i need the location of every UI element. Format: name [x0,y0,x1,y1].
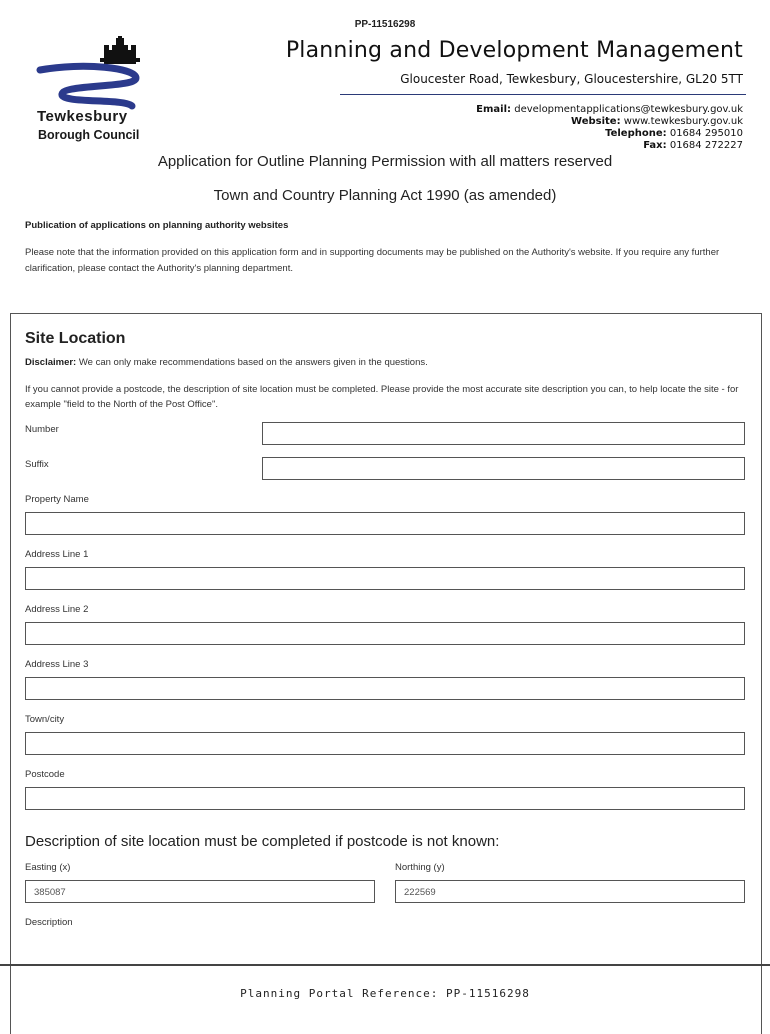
top-reference: PP-11516298 [354,19,416,30]
property-name-label: Property Name [25,494,89,505]
form-act: Town and Country Planning Act 1990 (as amended) [213,187,557,204]
easting-label: Easting (x) [25,862,71,873]
postcode-note: If you cannot provide a postcode, the description of site location must be completed. Please provide the most accurate site description you can, to help locate the site - for example "field to the North of the Post Office". [25,384,739,410]
contact-telephone [343,128,743,140]
website-label: Website: [571,116,621,127]
disclaimer-label: Disclaimer: [25,357,77,368]
address-line-2-label: Address Line 2 [25,604,89,615]
address-line-2-field[interactable] [25,622,745,645]
property-name-field[interactable] [25,512,745,535]
council-name: Tewkesbury [37,108,128,125]
fax-label: Fax: [643,140,667,151]
description-heading: Description of site location must be completed if postcode is not known: [25,833,500,850]
fax-value: 01684 272227 [669,140,743,151]
suffix-label: Suffix [25,459,49,470]
postcode-field[interactable] [25,787,745,810]
header-divider [340,94,746,95]
page-bottom-rule [0,964,770,966]
town-city-label: Town/city [25,714,65,725]
disclaimer [25,357,428,368]
contact-fax [343,140,743,152]
email-label: Email: [476,104,512,115]
address-line-3-label: Address Line 3 [25,659,89,670]
section-title: Site Location [25,330,126,347]
town-city-field[interactable] [25,732,745,755]
number-field[interactable] [262,422,745,445]
address-line-1-field[interactable] [25,567,745,590]
description-label: Description [25,917,73,928]
telephone-value: 01684 295010 [669,128,743,139]
telephone-label: Telephone: [605,128,667,139]
council-subtitle: Borough Council [38,128,140,142]
northing-label: Northing (y) [395,862,445,873]
department-address: Gloucester Road, Tewkesbury, Gloucestershire, GL20 5TT [400,72,743,86]
website-value[interactable]: www.tewkesbury.gov.uk [623,116,743,127]
northing-field[interactable]: 222569 [395,880,745,903]
footer-reference: Planning Portal Reference: PP-11516298 [240,987,530,1000]
easting-field[interactable]: 385087 [25,880,375,903]
contact-website [343,116,743,128]
department-title: Planning and Development Management [285,38,743,63]
address-line-3-field[interactable] [25,677,745,700]
address-line-1-label: Address Line 1 [25,549,89,560]
postcode-label: Postcode [25,769,65,780]
disclaimer-text: We can only make recommendations based on the answers given in the questions. [76,357,428,368]
publication-heading: Publication of applications on planning authority websites [25,220,289,231]
suffix-field[interactable] [262,457,745,480]
email-value[interactable]: developmentapplications@tewkesbury.gov.uk [514,104,743,115]
contact-email [343,104,743,116]
number-label: Number [25,424,59,435]
form-title: Application for Outline Planning Permission with all matters reserved [157,153,613,170]
publication-text: Please note that the information provided on this application form and in supporting documents may be published on the Authority's website. If you require any further clarification, please contact the Authority's planning department. [25,247,720,274]
